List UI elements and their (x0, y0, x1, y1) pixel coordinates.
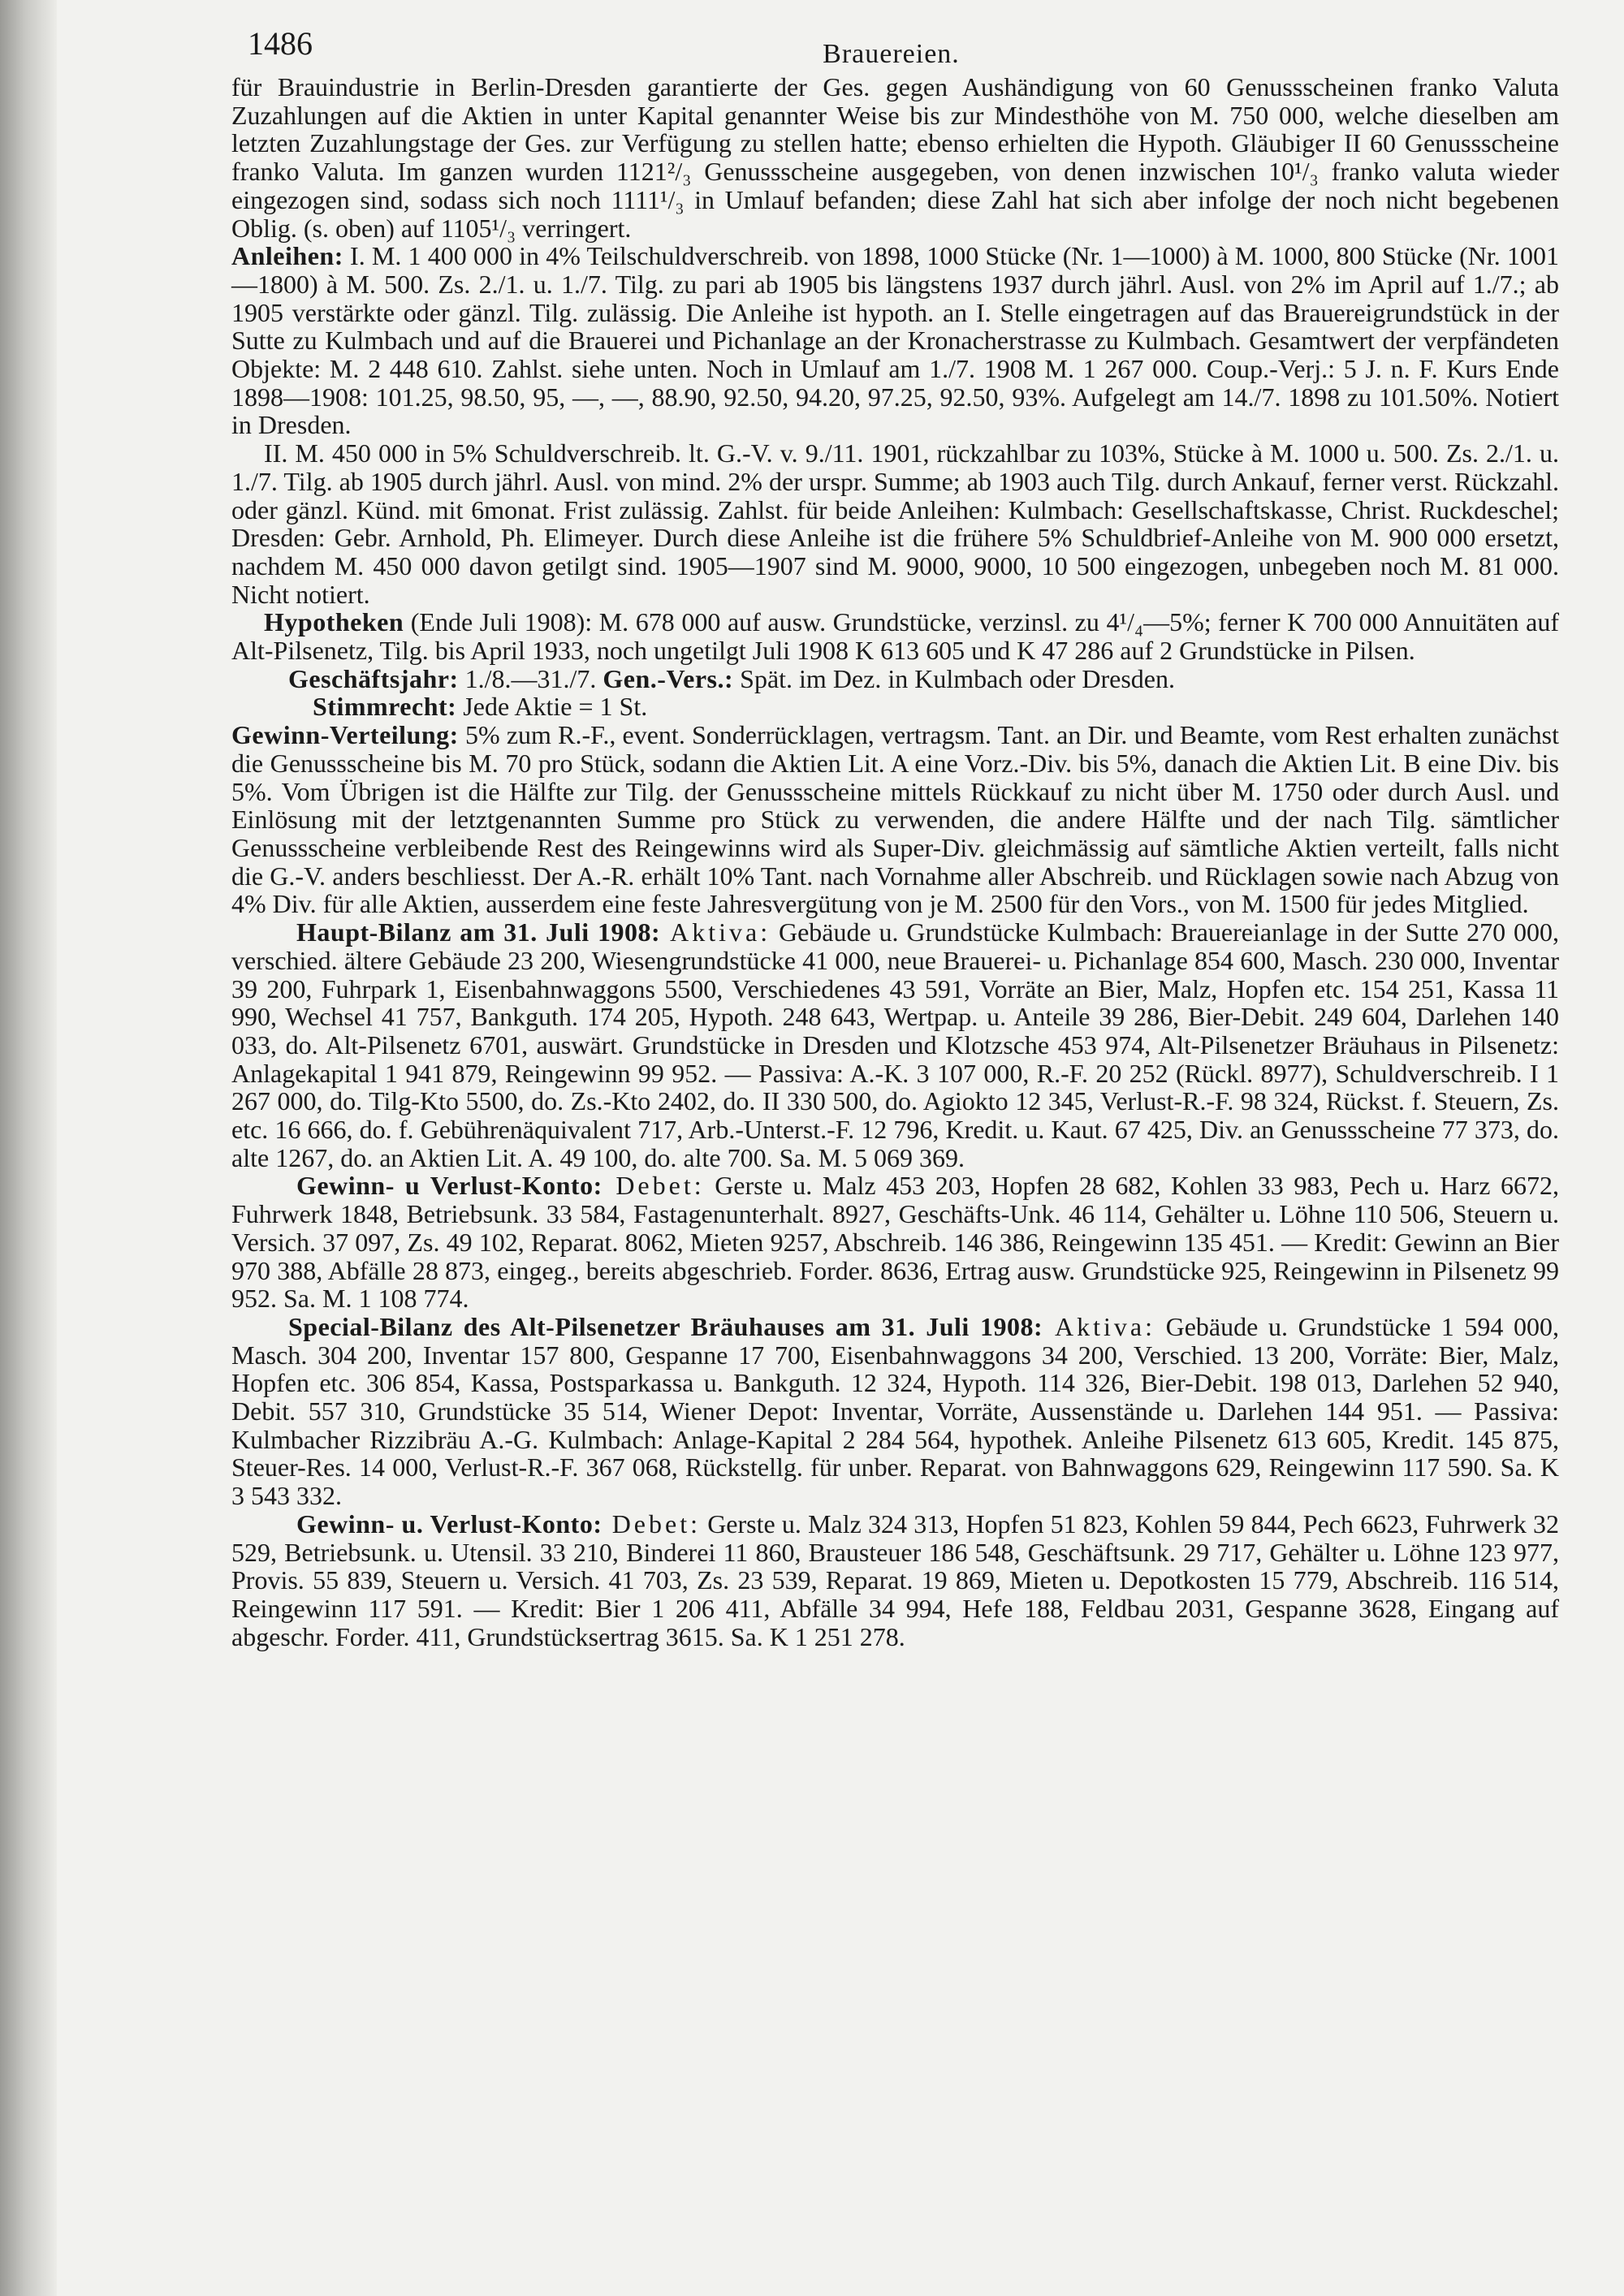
label-aktiva: Aktiva: (660, 917, 771, 947)
label-gen-vers: Gen.-Vers.: (603, 663, 734, 693)
paragraph-hypotheken: Hypotheken (Ende Juli 1908): M. 678 000 auf ausw. Grundstücke, verzinsl. zu 4¹/₄—5%; ferner K 700 000 Annuitäten auf Alt-Pilsenetz, Tilg. bis April 1933, noch ungetilgt Juli 1908 K 613 605 und K 47 286 auf 2 Grundstücke in Pilsen. (231, 607, 1559, 666)
paragraph-anleihen: Anleihen: I. M. 1 400 000 in 4% Teilschuldverschreib. von 1898, 1000 Stücke (Nr. 1—1000) à M. 1000, 800 Stücke (Nr. 1001—1800) à M. 500. Zs. 2./1. u. 1./7. Tilg. zu pari ab 1905 bis längstens 1937 durch jährl. Ausl. von 2% im April auf 1./7.; ab 1905 verstärkte oder gänzl. Tilg. zulässig. Die Anleihe ist hypoth. an I. Stelle eingetragen auf das Brauereigrundstück in der Sutte zu Kulmbach und auf die Brauerei und Pichanlage an der Kronacherstrasse zu Kulmbach. Gesamtwert der verpfändeten Objekte: M. 2 448 610. Zahlst. siehe unten. Noch in Umlauf am 1./7. 1908 M. 1 267 000. Coup.-Verj.: 5 J. n. F. Kurs Ende 1898—1908: 101.25, 98.50, 95, —, —, 88.90, 92.50, 94.20, 97.25, 92.50, 93%. Aufgelegt am 14./7. 1898 zu 101.50%. Notiert in Dresden. (231, 241, 1559, 440)
paragraph-gewinn-verlust-1: Gewinn- u Verlust-Konto: Debet: Gerste u. Malz 453 203, Hopfen 28 682, Kohlen 33 983, Pech u. Harz 6672, Fuhrwerk 1848, Betriebsunk. 33 584, Fastagenunterhalt. 8927, Geschäfts-Unk. 46 114, Gehälter u. Löhne 110 506, Steuern u. Versich. 37 097, Zs. 49 102, Reparat. 8062, Mieten 9257, Abschreib. 146 386, Reingewinn 135 451. — Kredit: Gewinn an Bier 970 388, Abfälle 28 873, eingeg., bereits abgeschrieb. Forder. 8636, Ertrag ausw. Grundstücke 925, Reingewinn in Pilsenetz 99 952. Sa. M. 1 108 774. (231, 1171, 1560, 1314)
label-gewinn-verteilung: Gewinn-Verteilung: (231, 720, 459, 750)
paragraph-anleihe-2: II. M. 450 000 in 5% Schuldverschreib. lt. G.-V. v. 9./11. 1901, rückzahlbar zu 103%, Stücke à M. 1000 u. 500. Zs. 2./1. u. 1./7. Tilg. ab 1905 durch jährl. Ausl. von mind. 2% der urspr. Summe; ab 1903 auch Tilg. durch Ankauf, ferner verst. Rückzahl. oder gänzl. Künd. mit 6monat. Frist zulässig. Zahlst. für beide Anleihen: Kulmbach: Gesellschaftskasse, Christ. Ruckdeschel; Dresden: Gebr. Arnhold, Ph. Elimeyer. Durch diese Anleihe ist die frühere 5% Schuldbrief-Anleihe von M. 900 000 ersetzt, nachdem M. 450 000 davon getilgt sind. 1905—1907 sind M. 9000, 9000, 10 500 eingezogen, unbegeben noch M. 81 000. Nicht notiert. (231, 438, 1559, 609)
label-gewinn-verlust-konto: Gewinn- u Verlust-Konto: (296, 1171, 603, 1201)
label-debet-2: Debet: (602, 1508, 701, 1539)
paragraph-genussscheine: für Brauindustrie in Berlin-Dresden garantierte der Ges. gegen Aushändigung von 60 Genussscheinen franko Valuta Zuzahlungen auf die Aktien in unter Kapital genannter Weise bis zur Mindesthöhe von M. 750 000, welche dieselben am letzten Zuzahlungstage der Ges. zur Verfügung zu stellen hatte; ebenso erhielten die Hypoth. Gläubiger II 60 Genussscheine franko Valuta. Im ganzen wurden 1121²/₃ Genussscheine ausgegeben, von denen inzwischen 10¹/₃ franko valuta wieder eingezogen sind, sodass sich noch 1111¹/₃ in Umlauf befanden; diese Zahl hat sich aber infolge der noch nicht begebenen Oblig. (s. oben) auf 1105¹/₃ verringert. (231, 72, 1559, 243)
page-header (215, 24, 1567, 73)
document-body (215, 73, 1567, 1651)
label-hypotheken: Hypotheken (264, 607, 404, 637)
paragraph-gewinn-verlust-2: Gewinn- u. Verlust-Konto: Debet: Gerste u. Malz 324 313, Hopfen 51 823, Kohlen 59 844, Pech 6623, Fuhrwerk 32 529, Betriebsunk. u. Utensil. 33 210, Binderei 11 860, Brausteuer 186 548, Geschäftsunk. 29 717, Gehälter u. Löhne 123 977, Provis. 55 839, Steuern u. Versich. 41 703, Zs. 23 539, Reparat. 19 869, Mieten u. Depotkosten 15 779, Abschreib. 116 514, Reingewinn 117 591. — Kredit: Bier 1 206 411, Abfälle 34 994, Hefe 188, Feldbau 2031, Gespanne 3628, Eingang auf abgeschr. Forder. 411, Grundstücksertrag 3615. Sa. K 1 251 278. (231, 1508, 1560, 1651)
label-geschaeftsjahr: Geschäftsjahr: (288, 663, 459, 693)
label-haupt-bilanz: Haupt-Bilanz am 31. Juli 1908: (296, 917, 661, 947)
label-special-bilanz: Special-Bilanz des Alt-Pilsenetzer Bräuhauses am 31. Juli 1908: (288, 1311, 1043, 1341)
running-title: Brauereien. (823, 39, 960, 69)
paragraph-special-bilanz: Special-Bilanz des Alt-Pilsenetzer Bräuhauses am 31. Juli 1908: Aktiva: Gebäude u. Grundstücke 1 594 000, Masch. 304 200, Inventar 157 800, Gespanne 17 700, Eisenbahnwaggons 34 200, Verschied. 13 200, Vorräte: Bier, Malz, Hopfen etc. 306 854, Kassa, Postsparkassa u. Bankguth. 12 324, Hypoth. 114 326, Bier-Debit. 198 013, Darlehen 52 940, Debit. 557 310, Grundstücke 35 514, Wiener Depot: Inventar, Vorräte, Aussenstände u. Darlehen 144 951. — Passiva: Kulmbacher Rizzibräu A.-G. Kulmbach: Anlage-Kapital 2 284 564, hypothek. Anleihe Pilsenetz 613 605, Kredit. 145 875, Steuer-Res. 14 000, Verlust-R.-F. 367 068, Rückstellg. für unber. Reparat. von Bahnwaggons 629, Reingewinn 117 590. Sa. K 3 543 332. (231, 1311, 1560, 1511)
document-page (215, 24, 1567, 2265)
paragraph-stimmrecht: Stimmrecht: Jede Aktie = 1 St. (313, 692, 648, 722)
label-aktiva-2: Aktiva: (1043, 1311, 1155, 1341)
label-stimmrecht: Stimmrecht: (313, 692, 457, 722)
page-number: 1486 (248, 25, 313, 62)
paragraph-gewinn-verteilung: Gewinn-Verteilung: 5% zum R.-F., event. Sonderrücklagen, vertragsm. Tant. an Dir. und Beamte, vom Rest erhalten zunächst die Genussscheine bis M. 70 pro Stück, sodann die Aktien Lit. A eine Vorz.-Div. bis 5%, danach die Aktien Lit. B eine Div. bis 5%. Vom Übrigen ist die Hälfte zur Tilg. der Genussscheine mittels Rückkauf zu nicht über M. 1750 oder durch Ausl. und Einlösung mit der letztgenannten Summe pro Stück zu verwenden, die andere Hälfte und der nach Tilg. sämtlicher Genussscheine verbleibende Rest des Reingewinns wird als Super-Div. gleichmässig auf sämtliche Aktien verteilt, falls nicht die G.-V. anders beschliesst. Der A.-R. erhält 10% Tant. nach Vornahme aller Abschreib. und Rücklagen sowie nach Abzug von 4% Div. für alle Aktien, ausserdem eine feste Jahresvergütung von je M. 2500 für den Vors., von M. 1500 für jedes Mitglied. (231, 720, 1559, 919)
paragraph-geschaeftsjahr: Geschäftsjahr: 1./8.—31./7. Gen.-Vers.: Spät. im Dez. in Kulmbach oder Dresden. (288, 663, 1175, 693)
scan-gutter (0, 0, 57, 2296)
paragraph-haupt-bilanz: Haupt-Bilanz am 31. Juli 1908: Aktiva: Gebäude u. Grundstücke Kulmbach: Brauereianlage in der Sutte 270 000, verschied. ältere Gebäude 23 200, Wiesengrundstücke 41 000, neue Brauerei- u. Pichanlage 854 600, Masch. 230 000, Inventar 39 200, Fuhrpark 1, Eisenbahnwaggons 5500, Verschiedenes 43 591, Vorräte an Bier, Malz, Hopfen etc. 154 251, Kassa 11 990, Wechsel 41 757, Bankguth. 174 205, Hypoth. 248 643, Wertpap. u. Anteile 39 286, Bier-Debit. 249 604, Darlehen 140 033, do. Alt-Pilsenetz 6701, auswärt. Grundstücke in Dresden und Klotzsche 453 974, Alt-Pilsenetzer Bräuhaus in Pilsenetz: Anlagekapital 1 941 879, Reingewinn 99 952. — Passiva: A.-K. 3 107 000, R.-F. 20 252 (Rückl. 8977), Schuldverschreib. I 1 267 000, do. Tilg-Kto 5500, do. Zs.-Kto 2402, do. II 330 500, do. Agiokto 12 345, Verlust-R.-F. 98 324, Rückst. f. Steuern, Zs. etc. 16 666, do. f. Gebührenäquivalent 717, Arb.-Unterst.-F. 12 796, Kredit. u. Kaut. 67 425, Div. an Genussscheine 77 373, do. alte 1267, do. an Aktien Lit. A. 49 100, do. alte 700. Sa. M. 5 069 369. (231, 917, 1560, 1172)
label-anleihen: Anleihen: (231, 241, 343, 271)
label-gewinn-verlust-konto-2: Gewinn- u. Verlust-Konto: (296, 1508, 603, 1539)
label-debet: Debet: (602, 1171, 705, 1201)
